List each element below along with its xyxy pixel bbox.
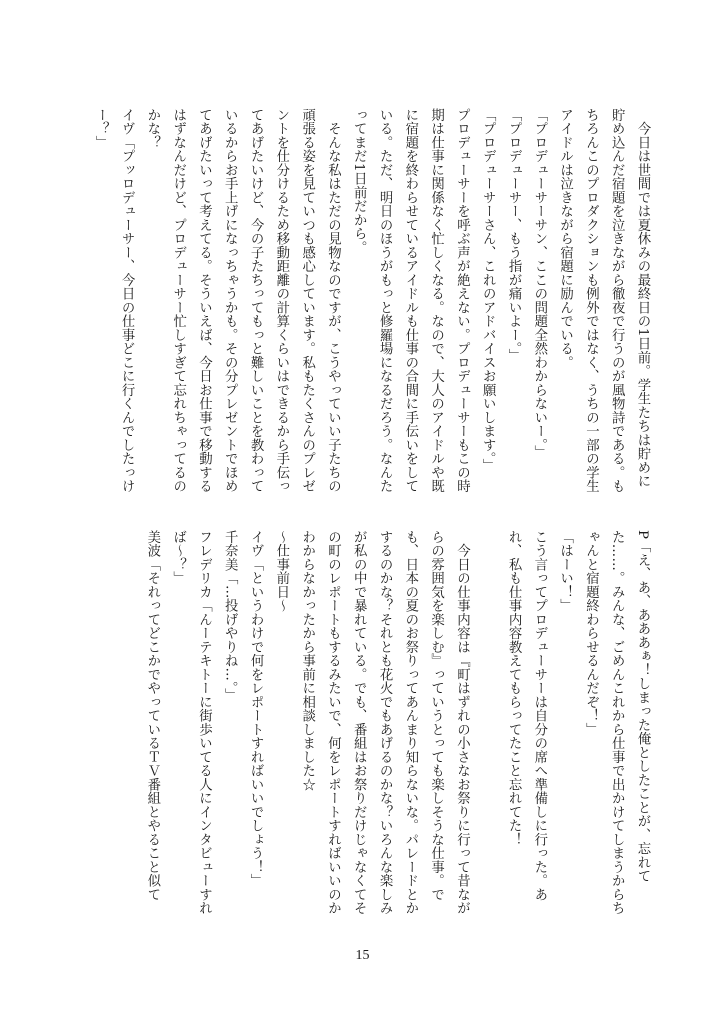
scene-heading: ～仕事前日～	[273, 530, 289, 613]
dialogue-line: 「プロデューサーサン、ここの問題全然わからないー。」	[531, 108, 547, 459]
paragraph: こう言ってプロデューサーは自分の席へ準備しに行った。あれ、私も仕事内容教えてもらってたこと忘れてた！	[506, 530, 547, 902]
paragraph: 今日の仕事内容は『町はずれの小さなお祭りに行って昔ながらの雰囲気を楽しむ』っていうとっても楽しそうな仕事。でも、日本の夏のお祭りってあんまり知らないな。パレードとかするのかな？それとも花火でもあげるのかな？いろんな楽しみが私の中で暴れている。でも、番組はお祭りだけじゃなくてその町のレポートもするみたいで、何をレポートすればいいのかわからなかったから事前に相談しました☆	[299, 530, 470, 915]
dialogue-line: 「はーい！」	[557, 530, 573, 613]
page-number: 15	[355, 948, 370, 963]
dialogue-line: 「プロデューサー、もう指が痛いよー。」	[506, 108, 522, 363]
paragraph: プロデューサーを呼ぶ声が絶えない。プロデューサーもこの時期は仕事に関係なく忙しくなる。なので、大人のアイドルや既に宿題を終わらせているアイドルも仕事の合間に手伝いをしている。ただ、明日のほうがもっと修羅場になるだろう。なんたってまだ1日前だから。	[351, 108, 470, 493]
dialogue-line: イヴ「というわけで何をレポートすればいいでしょう！」	[248, 530, 264, 888]
dialogue-line: 千奈美「…投げやりね…。」	[222, 530, 238, 703]
paragraph: そんな私はただの見物なのですが、こうやっていい子たちの頑張る姿を見ていつも感心しています。私もたくさんのプレゼントを仕分けるため移動距離の計算くらいはできるから手伝ってあげたいけど、今の子たちってもっと難しいことを教わっているからお手上げになっちゃうかも。その分プレゼントでほめてあげたいって考えてる。そういえば、今日お仕事で移動するはずなんだけど、プロデューサー忙しすぎて忘れちゃってるのかな？	[144, 108, 341, 493]
blank-line	[474, 530, 500, 920]
dialogue-line: 美波「それってどこかでやっているＴＶ番組とやること似て	[144, 530, 160, 902]
dialogue-line: P「え、あ、あああぁ！しまった俺としたことが、忘れてた……。みんな、ごめんこれから仕事で出かけてしまうからちゃんと宿題終わらせるんだぞ！」	[583, 530, 650, 915]
dialogue-line: 「プロデューサーさん、これのアドバイスお願いします。」	[480, 108, 496, 473]
paragraph: 今日は世間では夏休みの最終日の1日前。学生たちは貯めに貯め込んだ宿題を泣きながら徹夜で行うのが風物詩である。もちろんこのプロダクションも例外ではなく、うちの一部の学生アイドルは泣きながら宿題に励んでいる。	[557, 108, 650, 493]
text-column-top	[70, 108, 655, 495]
text-column-bottom	[70, 530, 655, 920]
dialogue-line: イヴ「プッロデューサー、今日の仕事どこに行くんでしたっけー？」	[93, 108, 135, 493]
dialogue-line: フレデリカ「んーテキトーに街歩いてる人にインタビューすれば～？」	[170, 530, 212, 915]
